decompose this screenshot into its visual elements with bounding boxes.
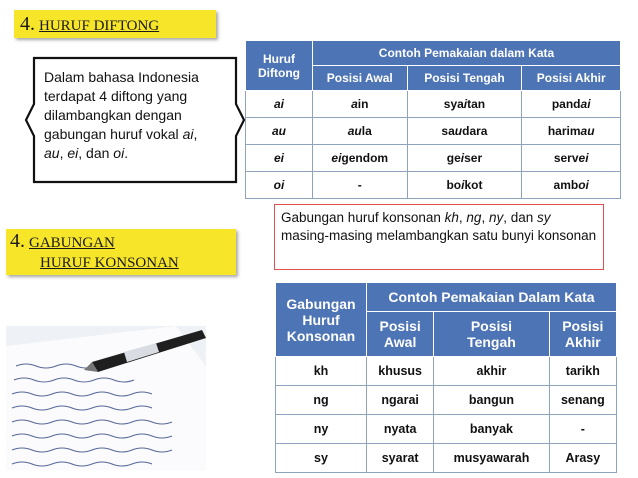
header-posisi-awal: Posisi Awal xyxy=(313,66,408,91)
cell-awal: - xyxy=(313,172,408,199)
table-row xyxy=(276,415,617,444)
cell-akhir: harimau xyxy=(522,118,621,145)
handwriting-photo xyxy=(6,326,206,470)
cell-huruf: ny xyxy=(276,415,367,444)
header-gabungan: Gabungan Huruf Konsonan xyxy=(276,283,367,357)
cell-huruf: oi xyxy=(246,172,313,199)
cell-tengah: geiser xyxy=(407,145,522,172)
table-row xyxy=(246,118,621,145)
cell-tengah: syaitan xyxy=(407,91,522,118)
header-contoh: Contoh Pemakaian Dalam Kata xyxy=(367,283,617,312)
header-posisi-tengah: Posisi Tengah xyxy=(434,312,549,357)
note-line: au, ei, dan oi. xyxy=(44,145,129,161)
note-line: dilambangkan dengan xyxy=(44,107,182,123)
cell-akhir: pandai xyxy=(522,91,621,118)
cell-awal: ain xyxy=(313,91,408,118)
konsonan-note: Gabungan huruf konsonan kh, ng, ny, dan sy masing-masing melambangkan satu bunyi konsonan xyxy=(274,204,604,270)
diftong-table xyxy=(245,40,621,199)
section-number: 4. xyxy=(10,230,25,252)
table-row xyxy=(246,145,621,172)
konsonan-table xyxy=(275,282,617,473)
section-title: HURUF DIFTONG xyxy=(39,18,160,34)
cell-tengah: bangun xyxy=(434,386,549,415)
table-row xyxy=(246,91,621,118)
cell-tengah: boikot xyxy=(407,172,522,199)
cell-huruf: kh xyxy=(276,357,367,386)
cell-akhir: servei xyxy=(522,145,621,172)
cell-huruf: ei xyxy=(246,145,313,172)
table-row xyxy=(276,444,617,473)
cell-akhir: Arasy xyxy=(549,444,616,473)
cell-awal: eigendom xyxy=(313,145,408,172)
paper-pen-illustration xyxy=(6,326,206,470)
cell-huruf: ng xyxy=(276,386,367,415)
cell-tengah: banyak xyxy=(434,415,549,444)
cell-akhir: - xyxy=(549,415,616,444)
note-line: Dalam bahasa Indonesia xyxy=(44,69,199,85)
cell-huruf: sy xyxy=(276,444,367,473)
note-line: terdapat 4 diftong yang xyxy=(44,88,188,104)
section-heading-konsonan xyxy=(6,229,236,275)
header-posisi-tengah: Posisi Tengah xyxy=(407,66,522,91)
table-row xyxy=(276,386,617,415)
cell-tengah: akhir xyxy=(434,357,549,386)
table-row xyxy=(276,357,617,386)
cell-akhir: senang xyxy=(549,386,616,415)
cell-awal: nyata xyxy=(367,415,434,444)
cell-tengah: saudara xyxy=(407,118,522,145)
header-contoh: Contoh Pemakaian dalam Kata xyxy=(313,41,621,66)
cell-awal: syarat xyxy=(367,444,434,473)
section-title-line1: GABUNGAN xyxy=(29,235,115,251)
section-heading-diftong xyxy=(14,10,216,38)
note-line: gabungan huruf vokal ai, xyxy=(44,126,198,142)
cell-huruf: ai xyxy=(246,91,313,118)
table-row xyxy=(246,172,621,199)
cell-huruf: au xyxy=(246,118,313,145)
diftong-note xyxy=(22,52,248,188)
section-number: 4. xyxy=(20,13,35,35)
cell-awal: khusus xyxy=(367,357,434,386)
header-posisi-akhir: Posisi Akhir xyxy=(549,312,616,357)
section-title-line2: HURUF KONSONAN xyxy=(40,255,179,271)
header-posisi-awal: Posisi Awal xyxy=(367,312,434,357)
header-posisi-akhir: Posisi Akhir xyxy=(522,66,621,91)
header-huruf-diftong: Huruf Diftong xyxy=(246,41,313,91)
cell-awal: aula xyxy=(313,118,408,145)
cell-akhir: tarikh xyxy=(549,357,616,386)
cell-tengah: musyawarah xyxy=(434,444,549,473)
cell-akhir: amboi xyxy=(522,172,621,199)
cell-awal: ngarai xyxy=(367,386,434,415)
